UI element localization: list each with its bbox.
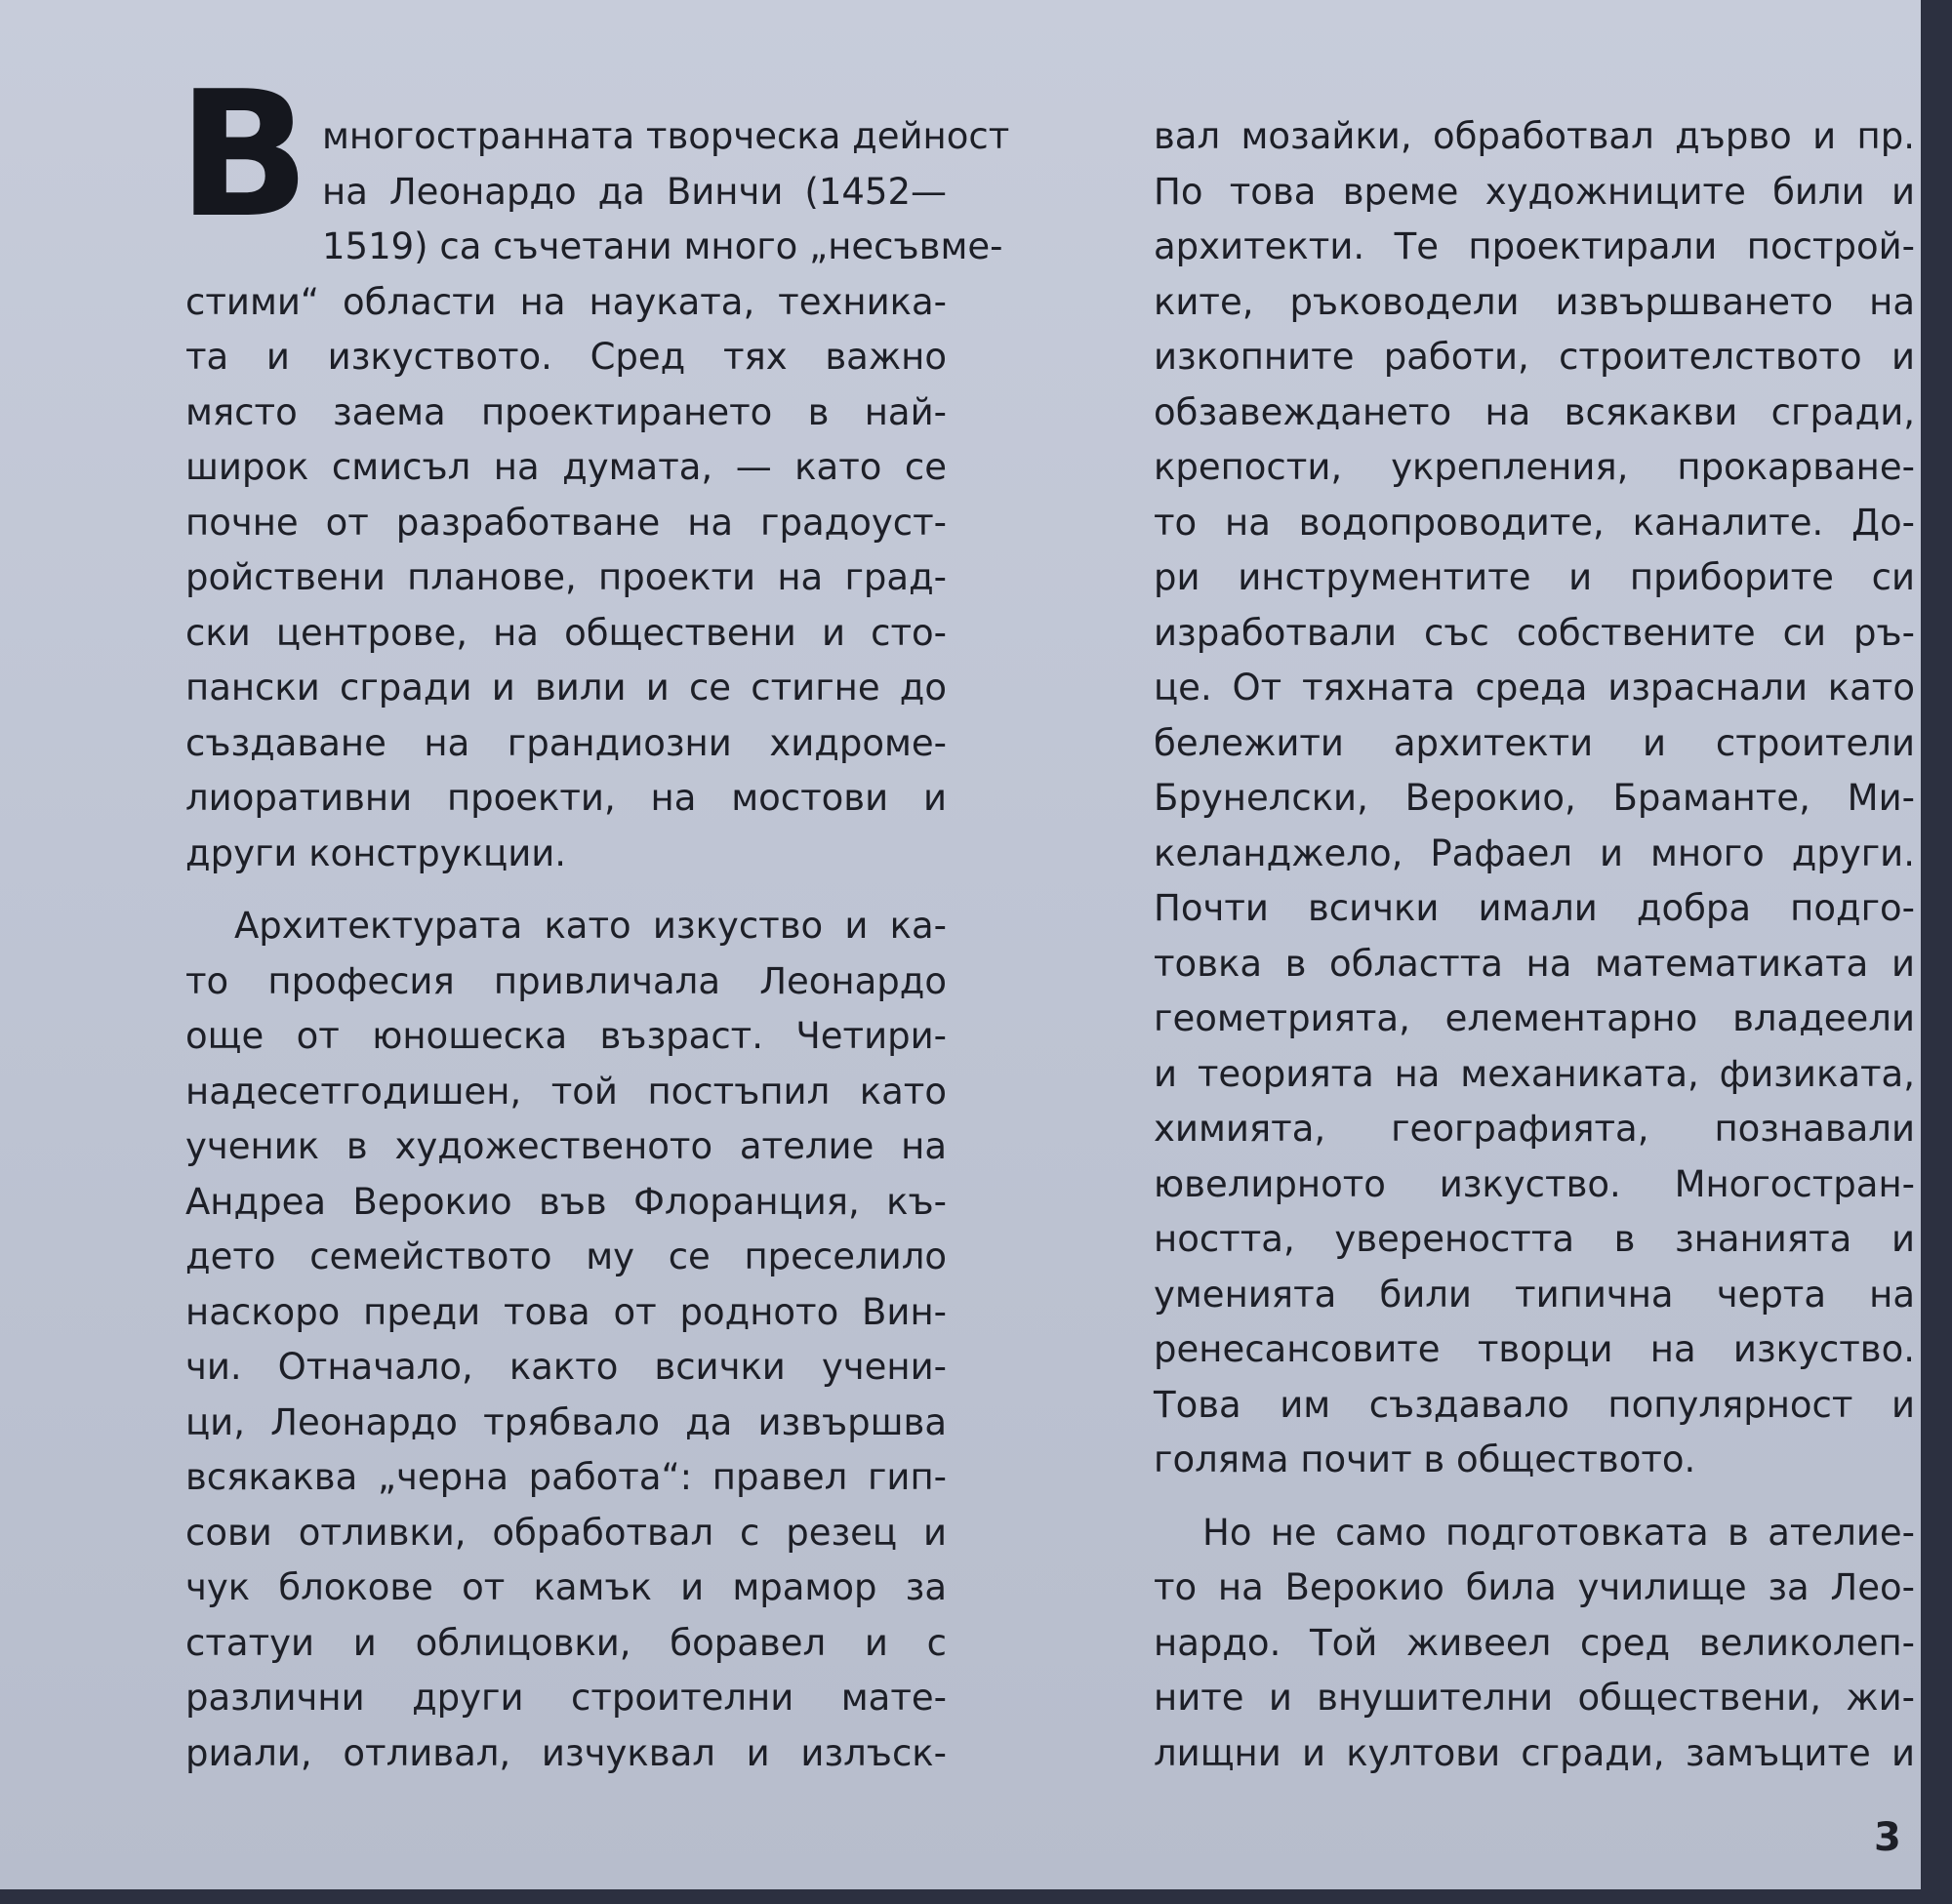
text-line: Андреа Верокио във Флоранция, къ- xyxy=(185,1180,947,1223)
text-line: нардо. Той живеел сред великолеп- xyxy=(1154,1621,1915,1664)
text-line: голяма почит в обществото. xyxy=(1154,1438,1696,1480)
text-line: Това им създавало популярност и xyxy=(1154,1383,1915,1426)
text-line: Архитектурата като изкуство и ка- xyxy=(234,905,947,947)
text-line: чук блокове от камък и мрамор за xyxy=(185,1566,947,1608)
text-line: то на Верокио била училище за Лео- xyxy=(1154,1566,1915,1608)
text-line: то професия привличала Леонардо xyxy=(185,959,947,1002)
text-line: стими“ области на науката, техника- xyxy=(185,280,947,323)
text-line: ките, ръководели извършването на xyxy=(1154,280,1915,323)
text-line: ученик в художественото ателие на xyxy=(185,1125,947,1167)
left-column xyxy=(185,109,1010,1781)
text-line: ните и внушителни обществени, жи- xyxy=(1154,1677,1915,1719)
text-line: всякаква „черна работа“: правел гип- xyxy=(185,1456,947,1498)
right-column xyxy=(1154,109,1915,1781)
text-line: многостранната творческа дейност xyxy=(322,115,1010,157)
text-line: широк смисъл на думата, — като се xyxy=(185,446,947,488)
text-line: различни други строителни мате- xyxy=(185,1677,947,1719)
drop-cap: В xyxy=(178,54,310,256)
text-line: други конструкции. xyxy=(185,831,567,874)
text-line: то на водопроводите, каналите. До- xyxy=(1154,501,1915,544)
text-line: ци, Леонардо трябвало да извършва xyxy=(185,1400,947,1443)
text-line: товка в областта на математиката и xyxy=(1154,942,1915,985)
text-line: та и изкуството. Сред тях важно xyxy=(185,336,947,378)
text-line: геометрията, елементарно владеели xyxy=(1154,997,1915,1039)
text-line: крепости, укрепления, прокарване- xyxy=(1154,446,1915,488)
text-line: бележити архитекти и строители xyxy=(1154,721,1915,764)
text-line: надесетгодишен, той постъпил като xyxy=(185,1070,947,1113)
text-line: изработвали със собствените си ръ- xyxy=(1154,611,1915,654)
text-line: създаване на грандиозни хидроме- xyxy=(185,721,947,764)
text-line: ността, увереността в знанията и xyxy=(1154,1218,1915,1260)
text-line: чи. Отначало, както всички учени- xyxy=(185,1346,947,1388)
text-line: лиоративни проекти, на мостови и xyxy=(185,777,947,819)
text-line: обзавеждането на всякакви сгради, xyxy=(1154,390,1915,433)
text-line: риали, отливал, изчуквал и излъск- xyxy=(185,1731,947,1774)
text-line: уменията били типична черта на xyxy=(1154,1273,1915,1316)
text-line: химията, географията, познавали xyxy=(1154,1108,1915,1150)
text-line: келанджело, Рафаел и много други. xyxy=(1154,831,1915,874)
text-line: пански сгради и вили и се стигне до xyxy=(185,667,947,709)
text-line: ски центрове, на обществени и сто- xyxy=(185,611,947,654)
text-line: място заема проектирането в най- xyxy=(185,390,947,433)
text-line: ренесансовите творци на изкуство. xyxy=(1154,1328,1915,1370)
text-line: По това време художниците били и xyxy=(1154,170,1915,213)
text-line: лищни и култови сгради, замъците и xyxy=(1154,1731,1915,1774)
text-line: наскоро преди това от родното Вин- xyxy=(185,1290,947,1333)
text-line: сови отливки, обработвал с резец и xyxy=(185,1511,947,1554)
text-line: вал мозайки, обработвал дърво и пр. xyxy=(1154,115,1915,157)
text-line: ри инструментите и приборите си xyxy=(1154,556,1915,598)
text-line: це. От тяхната среда израснали като xyxy=(1154,667,1915,709)
text-line: на Леонардо да Винчи (1452— xyxy=(322,170,947,213)
text-line: дето семейството му се преселило xyxy=(185,1236,947,1277)
text-line: архитекти. Те проектирали построй- xyxy=(1154,225,1915,267)
text-line: почне от разработване на градоуст- xyxy=(185,501,947,544)
text-line: ройствени планове, проекти на град- xyxy=(185,556,947,598)
text-line: още от юношеска възраст. Четири- xyxy=(185,1015,947,1057)
text-line: Но не само подготовката в ателие- xyxy=(1202,1511,1915,1554)
text-line: Брунелски, Верокио, Браманте, Ми- xyxy=(1154,777,1915,819)
text-line: статуи и облицовки, боравел и с xyxy=(185,1621,947,1664)
page-number: 3 xyxy=(1874,1815,1901,1860)
text-line: и теорията на механиката, физиката, xyxy=(1154,1052,1915,1095)
text-line: Почти всички имали добра подго- xyxy=(1154,887,1915,929)
text-line: ювелирното изкуство. Многостран- xyxy=(1154,1162,1915,1205)
text-line: изкопните работи, строителството и xyxy=(1154,336,1915,378)
text-line: 1519) са съчетани много „несъвме- xyxy=(322,225,1003,267)
